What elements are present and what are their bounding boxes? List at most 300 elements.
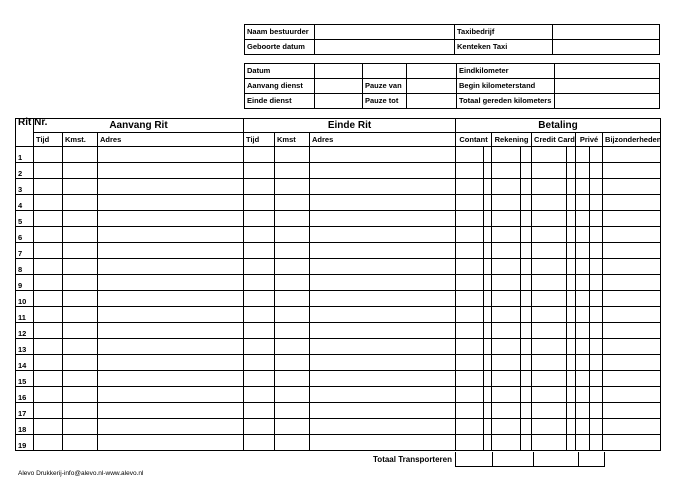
- prive-cell[interactable]: [576, 291, 603, 307]
- cents-divider: [483, 387, 484, 402]
- aanvang-kmst-cell[interactable]: [63, 227, 98, 243]
- table-row: [16, 147, 661, 163]
- aanvang-dienst-field[interactable]: [315, 79, 363, 94]
- cents-divider: [589, 355, 590, 370]
- aanvang-tijd-header: Tijd: [34, 133, 63, 147]
- cents-divider: [483, 259, 484, 274]
- cents-divider: [566, 243, 567, 258]
- einde-adres-cell[interactable]: [310, 435, 456, 451]
- einde-kmst-header: Kmst: [275, 133, 310, 147]
- einde-kmst-cell[interactable]: [275, 195, 310, 211]
- contant-cell[interactable]: [456, 419, 492, 435]
- ride-log-table: [15, 118, 661, 451]
- kenteken-taxi-label: Kenteken Taxi: [455, 40, 553, 55]
- bijzonderheden-cell[interactable]: [603, 291, 661, 307]
- contant-cell[interactable]: [456, 291, 492, 307]
- einde-dienst-label: Einde dienst: [245, 94, 315, 109]
- rit-nr-cell: 16: [16, 387, 34, 403]
- einde-adres-cell[interactable]: [310, 339, 456, 355]
- einde-adres-cell[interactable]: [310, 387, 456, 403]
- aanvang-kmst-cell[interactable]: [63, 323, 98, 339]
- totaal-contant-field[interactable]: [455, 452, 493, 467]
- einde-adres-cell[interactable]: [310, 243, 456, 259]
- prive-cell[interactable]: [576, 275, 603, 291]
- einde-kmst-cell[interactable]: [275, 323, 310, 339]
- cents-divider: [483, 227, 484, 242]
- einde-kmst-cell[interactable]: [275, 291, 310, 307]
- prive-cell[interactable]: [576, 387, 603, 403]
- einde-kmst-cell[interactable]: [275, 163, 310, 179]
- einde-tijd-cell[interactable]: [244, 387, 275, 403]
- credit-card-cell[interactable]: [532, 323, 576, 339]
- table-row: [16, 163, 661, 179]
- cents-divider: [520, 307, 521, 322]
- prive-cell[interactable]: [576, 435, 603, 451]
- einde-kmst-cell[interactable]: [275, 243, 310, 259]
- contant-cell[interactable]: [456, 403, 492, 419]
- credit-card-cell[interactable]: [532, 419, 576, 435]
- cents-divider: [589, 211, 590, 226]
- pauze-van-field[interactable]: [407, 79, 457, 94]
- contant-cell[interactable]: [456, 259, 492, 275]
- cents-divider: [520, 243, 521, 258]
- einde-tijd-header: Tijd: [244, 133, 275, 147]
- einde-tijd-cell[interactable]: [244, 211, 275, 227]
- bijzonderheden-cell[interactable]: [603, 371, 661, 387]
- cents-divider: [566, 179, 567, 194]
- credit-card-cell[interactable]: [532, 291, 576, 307]
- aanvang-kmst-cell[interactable]: [63, 211, 98, 227]
- rit-nr-cell: 13: [16, 339, 34, 355]
- aanvang-adres-cell[interactable]: [98, 323, 244, 339]
- einde-kmst-cell[interactable]: [275, 147, 310, 163]
- prive-cell[interactable]: [576, 419, 603, 435]
- aanvang-kmst-cell[interactable]: [63, 291, 98, 307]
- einde-tijd-cell[interactable]: [244, 355, 275, 371]
- credit-card-cell[interactable]: [532, 339, 576, 355]
- credit-card-cell[interactable]: [532, 387, 576, 403]
- aanvang-tijd-cell[interactable]: [34, 179, 63, 195]
- cents-divider: [520, 291, 521, 306]
- einde-tijd-cell[interactable]: [244, 419, 275, 435]
- einde-kmst-cell[interactable]: [275, 339, 310, 355]
- table-row: [16, 323, 661, 339]
- aanvang-adres-cell[interactable]: [98, 259, 244, 275]
- datum-field-3[interactable]: [407, 64, 457, 79]
- rit-nr-cell: 9: [16, 275, 34, 291]
- einde-adres-cell[interactable]: [310, 371, 456, 387]
- aanvang-adres-cell[interactable]: [98, 291, 244, 307]
- aanvang-tijd-cell[interactable]: [34, 163, 63, 179]
- prive-cell[interactable]: [576, 339, 603, 355]
- einde-adres-cell[interactable]: [310, 403, 456, 419]
- totaal-gereden-kilometers-field[interactable]: [555, 94, 660, 109]
- rit-nr-cell: 2: [16, 163, 34, 179]
- table-row: [16, 179, 661, 195]
- contant-cell[interactable]: [456, 371, 492, 387]
- credit-card-cell[interactable]: [532, 179, 576, 195]
- cents-divider: [483, 195, 484, 210]
- credit-card-cell[interactable]: [532, 227, 576, 243]
- prive-header: Privé: [576, 133, 603, 147]
- aanvang-adres-cell[interactable]: [98, 403, 244, 419]
- einde-kmst-cell[interactable]: [275, 435, 310, 451]
- pauze-tot-field[interactable]: [407, 94, 457, 109]
- prive-cell[interactable]: [576, 307, 603, 323]
- rekening-cell[interactable]: [492, 291, 532, 307]
- aanvang-adres-cell[interactable]: [98, 355, 244, 371]
- rit-nr-cell: 6: [16, 227, 34, 243]
- rekening-cell[interactable]: [492, 387, 532, 403]
- einde-tijd-cell[interactable]: [244, 307, 275, 323]
- aanvang-adres-cell[interactable]: [98, 227, 244, 243]
- bijzonderheden-cell[interactable]: [603, 259, 661, 275]
- einde-adres-cell[interactable]: [310, 291, 456, 307]
- rekening-cell[interactable]: [492, 179, 532, 195]
- cents-divider: [520, 275, 521, 290]
- cents-divider: [520, 387, 521, 402]
- bijzonderheden-cell[interactable]: [603, 211, 661, 227]
- contant-cell[interactable]: [456, 163, 492, 179]
- aanvang-tijd-cell[interactable]: [34, 355, 63, 371]
- bijzonderheden-cell[interactable]: [603, 323, 661, 339]
- rekening-cell[interactable]: [492, 147, 532, 163]
- aanvang-adres-cell[interactable]: [98, 387, 244, 403]
- aanvang-adres-cell[interactable]: [98, 163, 244, 179]
- shift-info-table: [244, 63, 660, 109]
- einde-adres-cell[interactable]: [310, 307, 456, 323]
- cents-divider: [589, 163, 590, 178]
- betaling-header: Betaling: [456, 119, 661, 133]
- rekening-cell[interactable]: [492, 339, 532, 355]
- aanvang-kmst-cell[interactable]: [63, 371, 98, 387]
- aanvang-kmst-cell[interactable]: [63, 307, 98, 323]
- aanvang-kmst-cell[interactable]: [63, 179, 98, 195]
- aanvang-kmst-cell[interactable]: [63, 195, 98, 211]
- einde-kmst-cell[interactable]: [275, 259, 310, 275]
- cents-divider: [566, 227, 567, 242]
- prive-cell[interactable]: [576, 243, 603, 259]
- table-row: [16, 291, 661, 307]
- aanvang-tijd-cell[interactable]: [34, 211, 63, 227]
- aanvang-tijd-cell[interactable]: [34, 323, 63, 339]
- rekening-cell[interactable]: [492, 307, 532, 323]
- contant-cell[interactable]: [456, 435, 492, 451]
- cents-divider: [566, 435, 567, 450]
- einde-adres-cell[interactable]: [310, 419, 456, 435]
- aanvang-adres-cell[interactable]: [98, 307, 244, 323]
- credit-card-cell[interactable]: [532, 307, 576, 323]
- einde-tijd-cell[interactable]: [244, 227, 275, 243]
- bijzonderheden-cell[interactable]: [603, 339, 661, 355]
- einde-tijd-cell[interactable]: [244, 147, 275, 163]
- cents-divider: [483, 147, 484, 162]
- einde-kmst-cell[interactable]: [275, 275, 310, 291]
- rit-nr-cell: 18: [16, 419, 34, 435]
- aanvang-tijd-cell[interactable]: [34, 291, 63, 307]
- einde-adres-cell[interactable]: [310, 227, 456, 243]
- datum-field-2[interactable]: [363, 64, 407, 79]
- prive-cell[interactable]: [576, 147, 603, 163]
- bijzonderheden-cell[interactable]: [603, 275, 661, 291]
- credit-card-cell[interactable]: [532, 147, 576, 163]
- rit-nr-cell: 3: [16, 179, 34, 195]
- einde-dienst-field[interactable]: [315, 94, 363, 109]
- rekening-cell[interactable]: [492, 355, 532, 371]
- credit-card-cell[interactable]: [532, 211, 576, 227]
- einde-tijd-cell[interactable]: [244, 323, 275, 339]
- bijzonderheden-cell[interactable]: [603, 419, 661, 435]
- cents-divider: [483, 371, 484, 386]
- einde-adres-cell[interactable]: [310, 323, 456, 339]
- einde-adres-cell[interactable]: [310, 211, 456, 227]
- einde-adres-cell[interactable]: [310, 195, 456, 211]
- credit-card-cell[interactable]: [532, 243, 576, 259]
- rekening-cell[interactable]: [492, 163, 532, 179]
- einde-kmst-cell[interactable]: [275, 227, 310, 243]
- cents-divider: [520, 179, 521, 194]
- prive-cell[interactable]: [576, 195, 603, 211]
- cents-divider: [483, 163, 484, 178]
- prive-cell[interactable]: [576, 371, 603, 387]
- einde-adres-cell[interactable]: [310, 355, 456, 371]
- aanvang-kmst-cell[interactable]: [63, 355, 98, 371]
- totaal-prive-field[interactable]: [578, 452, 605, 467]
- einde-rit-header: Einde Rit: [244, 119, 456, 133]
- rekening-cell[interactable]: [492, 435, 532, 451]
- aanvang-kmst-cell[interactable]: [63, 275, 98, 291]
- bijzonderheden-cell[interactable]: [603, 163, 661, 179]
- aanvang-tijd-cell[interactable]: [34, 243, 63, 259]
- einde-kmst-cell[interactable]: [275, 371, 310, 387]
- aanvang-rit-header: Aanvang Rit: [34, 119, 244, 133]
- einde-kmst-cell[interactable]: [275, 211, 310, 227]
- cents-divider: [520, 355, 521, 370]
- aanvang-adres-cell[interactable]: [98, 435, 244, 451]
- table-row: [16, 307, 661, 323]
- einde-tijd-cell[interactable]: [244, 163, 275, 179]
- cents-divider: [483, 339, 484, 354]
- prive-cell[interactable]: [576, 355, 603, 371]
- aanvang-kmst-cell[interactable]: [63, 403, 98, 419]
- prive-cell[interactable]: [576, 227, 603, 243]
- aanvang-tijd-cell[interactable]: [34, 419, 63, 435]
- contant-cell[interactable]: [456, 387, 492, 403]
- contant-cell[interactable]: [456, 275, 492, 291]
- rekening-cell[interactable]: [492, 275, 532, 291]
- cents-divider: [566, 339, 567, 354]
- contant-cell[interactable]: [456, 355, 492, 371]
- taxibedrijf-field[interactable]: [553, 25, 660, 40]
- cents-divider: [483, 179, 484, 194]
- cents-divider: [589, 227, 590, 242]
- cents-divider: [483, 275, 484, 290]
- bijzonderheden-cell[interactable]: [603, 243, 661, 259]
- einde-adres-cell[interactable]: [310, 147, 456, 163]
- credit-card-cell[interactable]: [532, 195, 576, 211]
- aanvang-kmst-cell[interactable]: [63, 419, 98, 435]
- contant-cell[interactable]: [456, 147, 492, 163]
- rekening-cell[interactable]: [492, 323, 532, 339]
- geboorte-datum-field[interactable]: [315, 40, 455, 55]
- rit-nr-cell: 4: [16, 195, 34, 211]
- table-row: [16, 355, 661, 371]
- einde-adres-cell[interactable]: [310, 259, 456, 275]
- aanvang-kmst-cell[interactable]: [63, 387, 98, 403]
- aanvang-kmst-cell[interactable]: [63, 163, 98, 179]
- einde-kmst-cell[interactable]: [275, 403, 310, 419]
- cents-divider: [566, 163, 567, 178]
- aanvang-adres-cell[interactable]: [98, 243, 244, 259]
- pauze-van-label: Pauze van: [363, 79, 407, 94]
- rit-nr-cell: 12: [16, 323, 34, 339]
- cents-divider: [589, 195, 590, 210]
- aanvang-tijd-cell[interactable]: [34, 147, 63, 163]
- einde-tijd-cell[interactable]: [244, 435, 275, 451]
- aanvang-tijd-cell[interactable]: [34, 227, 63, 243]
- rit-nr-cell: 10: [16, 291, 34, 307]
- contant-cell[interactable]: [456, 307, 492, 323]
- einde-tijd-cell[interactable]: [244, 403, 275, 419]
- prive-cell[interactable]: [576, 259, 603, 275]
- table-row: [16, 195, 661, 211]
- aanvang-adres-cell[interactable]: [98, 211, 244, 227]
- aanvang-adres-cell[interactable]: [98, 275, 244, 291]
- aanvang-tijd-cell[interactable]: [34, 403, 63, 419]
- aanvang-tijd-cell[interactable]: [34, 387, 63, 403]
- credit-card-cell[interactable]: [532, 275, 576, 291]
- aanvang-adres-cell[interactable]: [98, 147, 244, 163]
- einde-kmst-cell[interactable]: [275, 387, 310, 403]
- contant-cell[interactable]: [456, 179, 492, 195]
- credit-card-cell[interactable]: [532, 163, 576, 179]
- bijzonderheden-cell[interactable]: [603, 227, 661, 243]
- einde-adres-cell[interactable]: [310, 275, 456, 291]
- contant-cell[interactable]: [456, 227, 492, 243]
- einde-tijd-cell[interactable]: [244, 275, 275, 291]
- einde-tijd-cell[interactable]: [244, 179, 275, 195]
- einde-kmst-cell[interactable]: [275, 307, 310, 323]
- bijzonderheden-cell[interactable]: [603, 355, 661, 371]
- contant-cell[interactable]: [456, 323, 492, 339]
- aanvang-tijd-cell[interactable]: [34, 195, 63, 211]
- rekening-cell[interactable]: [492, 227, 532, 243]
- rekening-cell[interactable]: [492, 195, 532, 211]
- rekening-cell[interactable]: [492, 259, 532, 275]
- cents-divider: [520, 403, 521, 418]
- cents-divider: [566, 275, 567, 290]
- kenteken-taxi-field[interactable]: [553, 40, 660, 55]
- aanvang-kmst-cell[interactable]: [63, 435, 98, 451]
- datum-field[interactable]: [315, 64, 363, 79]
- credit-card-cell[interactable]: [532, 403, 576, 419]
- aanvang-dienst-label: Aanvang dienst: [245, 79, 315, 94]
- aanvang-adres-cell[interactable]: [98, 371, 244, 387]
- aanvang-kmst-cell[interactable]: [63, 243, 98, 259]
- einde-kmst-cell[interactable]: [275, 419, 310, 435]
- aanvang-adres-cell[interactable]: [98, 419, 244, 435]
- totaal-rekening-field[interactable]: [492, 452, 534, 467]
- cents-divider: [589, 147, 590, 162]
- credit-card-cell[interactable]: [532, 355, 576, 371]
- cents-divider: [589, 339, 590, 354]
- einde-kmst-cell[interactable]: [275, 179, 310, 195]
- bijzonderheden-cell[interactable]: [603, 195, 661, 211]
- naam-bestuurder-label: Naam bestuurder: [245, 25, 315, 40]
- prive-cell[interactable]: [576, 323, 603, 339]
- aanvang-kmst-cell[interactable]: [63, 259, 98, 275]
- cents-divider: [589, 419, 590, 434]
- bijzonderheden-cell[interactable]: [603, 147, 661, 163]
- prive-cell[interactable]: [576, 179, 603, 195]
- aanvang-adres-cell[interactable]: [98, 339, 244, 355]
- contant-header: Contant: [456, 133, 492, 147]
- contant-cell[interactable]: [456, 195, 492, 211]
- einde-tijd-cell[interactable]: [244, 291, 275, 307]
- aanvang-adres-cell[interactable]: [98, 179, 244, 195]
- cents-divider: [589, 259, 590, 274]
- aanvang-tijd-cell[interactable]: [34, 371, 63, 387]
- printer-footer: Alevo Drukkerij-info@alevo.nl-www.alevo.nl: [18, 470, 144, 477]
- credit-card-cell[interactable]: [532, 259, 576, 275]
- prive-cell[interactable]: [576, 403, 603, 419]
- table-row: [16, 403, 661, 419]
- bijzonderheden-cell[interactable]: [603, 435, 661, 451]
- cents-divider: [483, 403, 484, 418]
- bijzonderheden-cell[interactable]: [603, 179, 661, 195]
- rekening-cell[interactable]: [492, 371, 532, 387]
- einde-adres-cell[interactable]: [310, 163, 456, 179]
- einde-tijd-cell[interactable]: [244, 195, 275, 211]
- aanvang-adres-cell[interactable]: [98, 195, 244, 211]
- bijzonderheden-cell[interactable]: [603, 307, 661, 323]
- einde-kmst-cell[interactable]: [275, 355, 310, 371]
- aanvang-tijd-cell[interactable]: [34, 275, 63, 291]
- naam-bestuurder-field[interactable]: [315, 25, 455, 40]
- rekening-cell[interactable]: [492, 403, 532, 419]
- prive-cell[interactable]: [576, 211, 603, 227]
- prive-cell[interactable]: [576, 163, 603, 179]
- einde-tijd-cell[interactable]: [244, 243, 275, 259]
- eindkilometer-field[interactable]: [555, 64, 660, 79]
- contant-cell[interactable]: [456, 211, 492, 227]
- totaal-credit-card-field[interactable]: [533, 452, 579, 467]
- aanvang-kmst-cell[interactable]: [63, 147, 98, 163]
- einde-tijd-cell[interactable]: [244, 339, 275, 355]
- rekening-cell[interactable]: [492, 243, 532, 259]
- einde-adres-cell[interactable]: [310, 179, 456, 195]
- table-row: [16, 227, 661, 243]
- aanvang-kmst-cell[interactable]: [63, 339, 98, 355]
- rekening-cell[interactable]: [492, 211, 532, 227]
- contant-cell[interactable]: [456, 243, 492, 259]
- aanvang-tijd-cell[interactable]: [34, 307, 63, 323]
- cents-divider: [520, 323, 521, 338]
- credit-card-cell[interactable]: [532, 371, 576, 387]
- einde-tijd-cell[interactable]: [244, 259, 275, 275]
- begin-kilometerstand-field[interactable]: [555, 79, 660, 94]
- bijzonderheden-cell[interactable]: [603, 387, 661, 403]
- einde-tijd-cell[interactable]: [244, 371, 275, 387]
- rekening-cell[interactable]: [492, 419, 532, 435]
- aanvang-tijd-cell[interactable]: [34, 259, 63, 275]
- contant-cell[interactable]: [456, 339, 492, 355]
- aanvang-tijd-cell[interactable]: [34, 435, 63, 451]
- bijzonderheden-cell[interactable]: [603, 403, 661, 419]
- totaal-transporteren-label: Totaal Transporteren: [373, 455, 452, 464]
- credit-card-cell[interactable]: [532, 435, 576, 451]
- aanvang-tijd-cell[interactable]: [34, 339, 63, 355]
